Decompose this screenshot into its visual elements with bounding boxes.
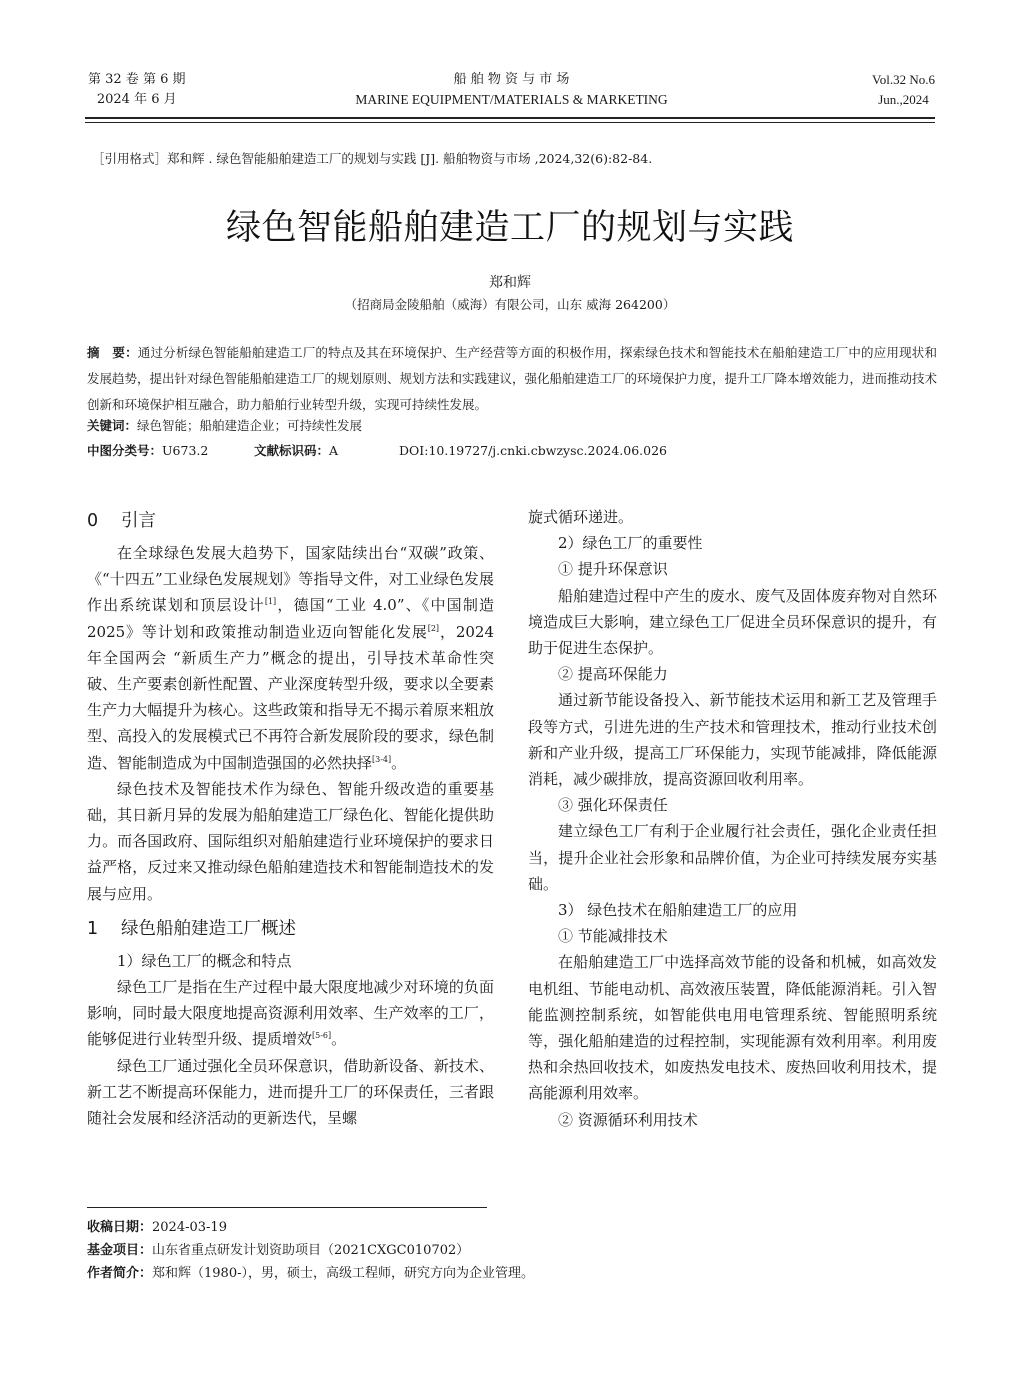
header-journal-en: MARINE EQUIPMENT/MATERIALS & MARKETING	[355, 92, 668, 107]
header-rule-thick	[85, 117, 935, 119]
doi: DOI:10.19727/j.cnki.cbwzysc.2024.06.026	[399, 443, 668, 458]
header-journal	[88, 70, 935, 110]
received-label: 收稿日期：	[87, 1220, 153, 1235]
received-value: 2024-03-19	[152, 1220, 227, 1235]
list-item-heading: ① 节能减排技术	[558, 927, 668, 946]
abstract	[87, 340, 937, 418]
keywords-label: 关键词：	[87, 418, 138, 433]
paragraph-text: 。	[391, 753, 407, 772]
paragraph-continuation: 旋式循环递进。	[528, 508, 634, 526]
header-issue-en	[872, 70, 935, 110]
clc-label: 中图分类号：	[87, 443, 163, 458]
paragraph	[87, 974, 494, 1053]
section-heading-0	[87, 508, 494, 534]
footnote-rule	[87, 1207, 487, 1208]
bio-value: 郑和辉（1980-），男，硕士，高级工程师，研究方向为企业管理。	[152, 1266, 534, 1281]
section-title: 引言	[121, 511, 156, 531]
bio-label: 作者简介：	[87, 1266, 153, 1281]
paragraph-text: 在全球绿色发展大趋势下，国家陆续出台“双碳”政策、《“十四五”工业绿色发展规划》等指导文件，对工业绿色发展作出系统谋划和顶层设计	[87, 544, 494, 615]
section-heading-1	[87, 916, 494, 942]
running-header	[88, 70, 935, 110]
abstract-text: 通过分析绿色智能船舶建造工厂的特点及其在环境保护、生产经营等方面的积极作用，探索绿色技术和智能技术在船舶建造工厂中的应用现状和发展趋势，提出针对绿色智能船舶建造工厂的规划原则、规划方法和实践建议，强化船舶建造工厂的环境保护力度，提升工厂降本增效能力，进而推动技术创新和环境保护相互融合，助力船舶行业转型升级，实现可持续性发展。	[87, 345, 938, 412]
list-item-heading: ③ 强化环保责任	[558, 796, 668, 815]
list-item-heading: ② 提高环保能力	[558, 665, 668, 684]
paragraph: 通过新节能设备投入、新节能技术运用和新工艺及管理手段等方式，引进先进的生产技术和管理技术，推动行业技术创新和产业升级，提高工厂环保能力，实现节能减排，降低能源消耗，减少碳排放，提高资源回收利用率。	[528, 691, 937, 789]
paragraph: 船舶建造过程中产生的废水、废气及固体废弃物对自然环境造成巨大影响，建立绿色工厂促进全员环保意识的提升，有助于促进生态保护。	[528, 586, 937, 658]
subsection-heading: 1）绿色工厂的概念和特点	[117, 951, 292, 970]
subsection-heading: 3） 绿色技术在船舶建造工厂的应用	[558, 901, 798, 920]
section-number: 0	[87, 511, 99, 531]
citation-format	[92, 149, 940, 167]
fund-label: 基金项目：	[87, 1243, 153, 1258]
paragraph-text: 。	[331, 1030, 347, 1049]
body-column-left	[87, 504, 494, 1131]
list-item-heading: ② 资源循环利用技术	[558, 1110, 698, 1129]
header-volume-cn: 第 32 卷 第 6 期	[88, 72, 186, 87]
keywords-text: 绿色智能；船舶建造企业；可持续性发展	[137, 418, 363, 433]
header-volume-en: Vol.32 No.6	[872, 72, 935, 87]
header-date-en: Jun.,2024	[878, 92, 929, 107]
paragraph: 绿色工厂通过强化全员环保意识，借助新设备、新技术、新工艺不断提高环保能力，进而提升工厂的环保责任，三者跟随社会发展和经济活动的更新迭代，呈螺	[87, 1056, 494, 1128]
reference-mark: [3-4]	[372, 754, 392, 764]
paragraph	[87, 540, 494, 776]
author-name: 郑和辉	[489, 275, 531, 291]
footnote-fund	[87, 1241, 469, 1261]
reference-mark: [2]	[427, 623, 440, 633]
paragraph: 绿色技术及智能技术作为绿色、智能升级改造的重要基础，其日新月异的发展为船舶建造工厂绿色化、智能化提供助力。而各国政府、国际组织对船舶建造行业环境保护的要求日益严格，反过来又推动绿色船舶建造技术和智能制造技术的发展与应用。	[87, 779, 494, 903]
citation-label: ［引用格式］	[92, 151, 168, 166]
abstract-label: 摘 要：	[87, 345, 138, 360]
paragraph-text: 绿色工厂是指在生产过程中最大限度地减少对环境的负面影响，同时最大限度地提高资源利用效率、生产效率的工厂，能够促进行业转型升级、提质增效	[87, 978, 494, 1049]
citation-text: 郑和辉 . 绿色智能船舶建造工厂的规划与实践 [J]. 船舶物资与市场 ,2024,32(6):82-84.	[167, 151, 653, 166]
paragraph: 在船舶建造工厂中选择高效节能的设备和机械，如高效发电机组、节能电动机、高效液压装置，降低能源消耗。引入智能监测控制系统，如智能供电用电管理系统、智能照明系统等，强化船舶建造的过程控制，实现能源有效利用率。利用废热和余热回收技术，如废热发电技术、废热回收利用技术，提高能源利用效率。	[528, 953, 937, 1103]
paragraph: 建立绿色工厂有利于企业履行社会责任，强化企业责任担当，提升企业社会形象和品牌价值，为企业可持续发展夯实基础。	[528, 822, 937, 893]
subsection-heading: 2）绿色工厂的重要性	[558, 534, 703, 553]
section-title: 绿色船舶建造工厂概述	[121, 918, 296, 939]
classification-line	[87, 441, 937, 459]
paragraph-text: ，2024 年全国两会 “新质生产力”概念的提出，引导技术革命性突破、生产要素创新性配置、产业深度转型升级，要求以全要素生产力大幅提升为核心。这些政策和指导无不揭示着原来粗放型、高投入的发展模式已不再符合新发展阶段的要求，绿色制造、智能制造成为中国制造强国的必然抉择	[87, 622, 494, 772]
header-journal-cn: 船 舶 物 资 与 市 场	[453, 72, 570, 87]
reference-mark: [5-6]	[312, 1031, 332, 1041]
section-number: 1	[87, 918, 99, 939]
body-column-right	[528, 504, 937, 1133]
reference-mark: [1]	[264, 597, 277, 607]
clc-value: U673.2	[162, 443, 209, 458]
paragraph-text: ，德国“工业 4.0”、《中国制造 2025》等计划和政策推动制造业迈向智能化发展	[87, 596, 494, 641]
keywords	[87, 416, 362, 434]
doc-code-label: 文献标识码：	[254, 443, 330, 458]
paper-title: 绿色智能船舶建造工厂的规划与实践	[225, 208, 794, 248]
doc-code-value: A	[329, 443, 339, 458]
footnote-received	[87, 1218, 227, 1238]
list-item-heading: ① 提升环保意识	[558, 560, 668, 579]
author-affiliation: （招商局金陵船舶（威海）有限公司，山东 威海 264200）	[344, 297, 676, 312]
header-date-cn: 2024 年 6 月	[96, 92, 177, 107]
header-rule-thin	[85, 122, 935, 123]
fund-value: 山东省重点研发计划资助项目（2021CXGC010702）	[152, 1243, 470, 1258]
footnote-author-bio	[87, 1264, 534, 1284]
